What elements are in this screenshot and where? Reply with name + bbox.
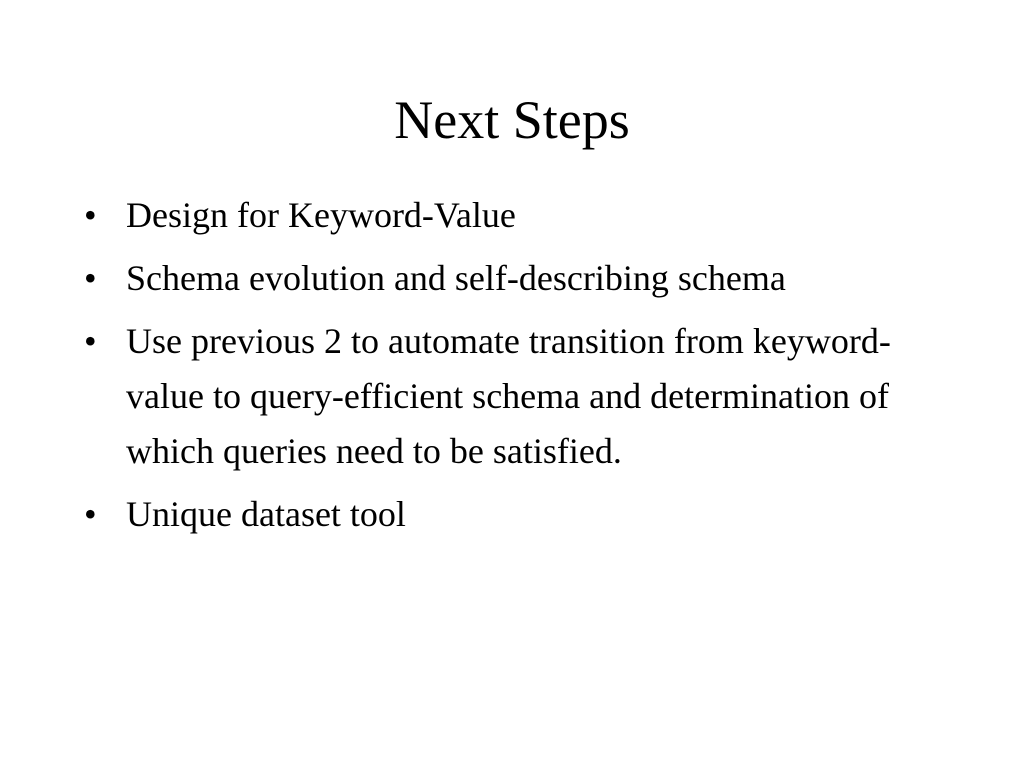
bullet-item-1 <box>84 188 944 243</box>
bullet-text: Use previous 2 to automate transition from keyword-value to query-efficient schema and determination of which queries need to be satisfied. <box>126 321 891 471</box>
bullet-text: Design for Keyword-Value <box>126 195 516 235</box>
bullet-item-2 <box>84 251 944 306</box>
bullet-icon: • <box>84 195 97 235</box>
bullet-icon: • <box>84 258 97 298</box>
bullet-item-4 <box>84 487 944 542</box>
bullet-icon: • <box>84 494 97 534</box>
slide-title: Next Steps <box>394 90 630 150</box>
bullet-text: Unique dataset tool <box>126 494 406 534</box>
bullet-icon: • <box>84 321 97 361</box>
bullet-text: Schema evolution and self-describing schema <box>126 258 786 298</box>
bullet-item-3 <box>84 314 944 479</box>
bullet-list <box>84 188 944 550</box>
